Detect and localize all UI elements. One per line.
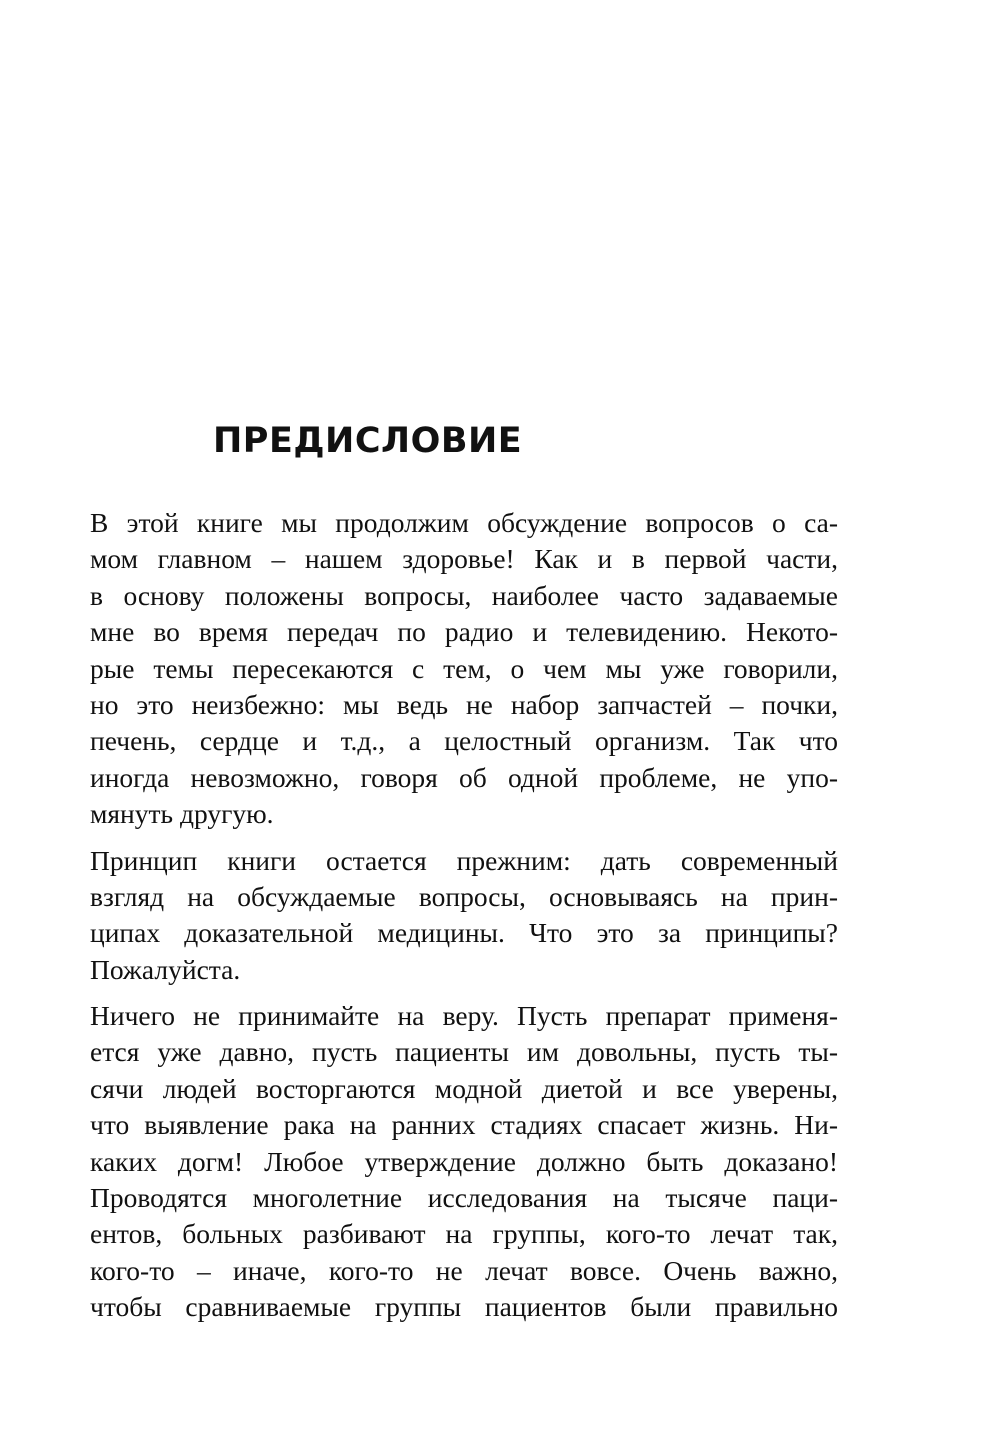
text-line: ципах доказательной медицины. Что это за принципы? bbox=[90, 917, 838, 949]
text-line: но это неизбежно: мы ведь не набор запчастей – почки, bbox=[90, 688, 838, 720]
text-line: В этой книге мы продолжим обсуждение вопросов о са- bbox=[90, 507, 838, 538]
text-line: сячи людей восторгаются модной диетой и все уверены, bbox=[90, 1072, 838, 1104]
text-line: Принцип книги остается прежним: дать современный bbox=[90, 844, 838, 876]
text-line: мом главном – нашем здоровье! Как и в первой части, bbox=[90, 543, 838, 575]
text-line: мне во время передач по радио и телевидению. Некото- bbox=[90, 616, 838, 648]
text-line: иногда невозможно, говоря об одной проблеме, не упо- bbox=[90, 761, 838, 793]
text-line: мянуть другую. bbox=[90, 798, 274, 830]
text-line: кого-то – иначе, кого-то не лечат вовсе. Очень важно, bbox=[90, 1254, 838, 1286]
text-line: ется уже давно, пусть пациенты им довольны, пусть ты- bbox=[90, 1036, 838, 1068]
text-line: рые темы пересекаются с тем, о чем мы уже говорили, bbox=[90, 652, 838, 684]
text-line: что выявление рака на ранних стадиях спасает жизнь. Ни- bbox=[90, 1109, 838, 1141]
text-line: печень, сердце и т.д., а целостный организм. Так что bbox=[90, 725, 838, 757]
paragraph-2 bbox=[90, 843, 838, 989]
text-line: Пожалуйста. bbox=[90, 953, 241, 985]
paragraph-1 bbox=[90, 505, 838, 833]
text-line: взгляд на обсуждаемые вопросы, основываясь на прин- bbox=[90, 880, 838, 912]
paragraph-3 bbox=[90, 998, 838, 1326]
text-line: ентов, больных разбивают на группы, кого-то лечат так, bbox=[90, 1218, 838, 1250]
text-line: Проводятся многолетние исследования на тысяче паци- bbox=[90, 1182, 838, 1214]
text-line: каких догм! Любое утверждение должно быть доказано! bbox=[90, 1145, 838, 1177]
text-line: Ничего не принимайте на веру. Пусть препарат применя- bbox=[90, 1000, 838, 1032]
text-line: в основу положены вопросы, наиболее часто задаваемые bbox=[90, 579, 838, 611]
chapter-body bbox=[90, 505, 838, 1326]
chapter-heading: ПРЕДИСЛОВИЕ bbox=[213, 421, 523, 461]
text-line: чтобы сравниваемые группы пациентов были правильно bbox=[90, 1291, 838, 1323]
